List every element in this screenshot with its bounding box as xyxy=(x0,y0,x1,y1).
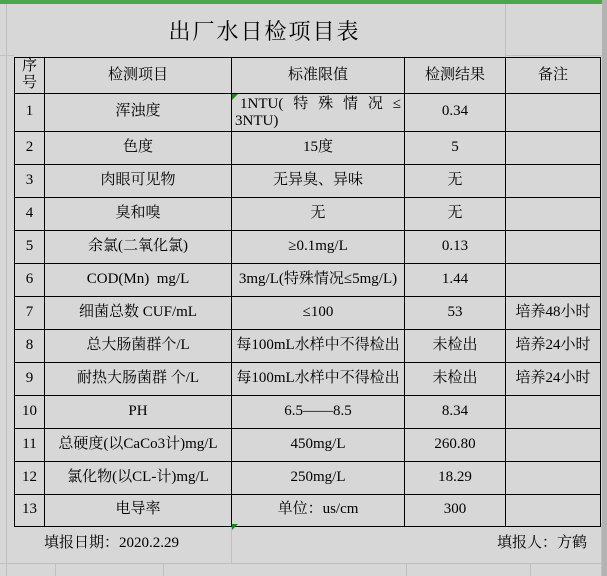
cell-limit[interactable]: 3mg/L(特殊情况≤5mg/L) xyxy=(232,263,405,296)
cell-limit[interactable]: ≤100 xyxy=(232,296,405,329)
table-row xyxy=(15,131,601,164)
table-row xyxy=(15,428,601,461)
gridline xyxy=(55,563,56,576)
cell-no[interactable]: 3 xyxy=(15,164,45,197)
cell-note[interactable] xyxy=(506,263,601,296)
table-row xyxy=(15,494,601,526)
cell-result[interactable]: 300 xyxy=(405,494,506,526)
cell-item[interactable]: 耐热大肠菌群 个/L xyxy=(45,362,232,395)
cell-result[interactable]: 未检出 xyxy=(405,329,506,362)
cell-note[interactable] xyxy=(506,395,601,428)
cell-no[interactable]: 9 xyxy=(15,362,45,395)
gridline xyxy=(530,563,531,576)
gridline xyxy=(406,563,407,576)
cell-no[interactable]: 5 xyxy=(15,230,45,263)
cell-no[interactable]: 11 xyxy=(15,428,45,461)
table-row xyxy=(15,329,601,362)
cell-item[interactable]: 电导率 xyxy=(45,494,232,526)
gridline xyxy=(6,4,7,576)
cell-result[interactable]: 18.29 xyxy=(405,461,506,494)
column-header[interactable]: 序号 xyxy=(15,58,45,94)
cell-limit[interactable]: ≥0.1mg/L xyxy=(232,230,405,263)
table-header-row xyxy=(15,58,601,94)
cell-note[interactable] xyxy=(506,93,601,131)
table-row xyxy=(15,362,601,395)
cell-note[interactable]: 培养48小时 xyxy=(506,296,601,329)
page-title: 出厂水日检项目表 xyxy=(168,19,361,44)
cell-item[interactable]: PH xyxy=(45,395,232,428)
cell-result[interactable]: 无 xyxy=(405,164,506,197)
table-row xyxy=(15,263,601,296)
table-row xyxy=(15,296,601,329)
comment-flag-icon xyxy=(232,94,238,100)
cell-no[interactable]: 10 xyxy=(15,395,45,428)
cell-item[interactable]: 氯化物(以CL-计)mg/L xyxy=(45,461,232,494)
table-row xyxy=(15,93,601,131)
cell-item[interactable]: 臭和嗅 xyxy=(45,197,232,230)
cell-note[interactable]: 培养24小时 xyxy=(506,362,601,395)
report-date[interactable]: 填报日期：2020.2.29 xyxy=(44,535,180,551)
cell-limit[interactable]: 每100mL水样中不得检出 xyxy=(232,329,405,362)
cell-no[interactable]: 7 xyxy=(15,296,45,329)
cell-result[interactable]: 0.13 xyxy=(405,230,506,263)
report-person[interactable]: 填报人：方鹤 xyxy=(496,535,587,551)
column-header[interactable]: 检测项目 xyxy=(45,58,232,94)
table-row xyxy=(15,461,601,494)
cell-item[interactable]: 色度 xyxy=(45,131,232,164)
cell-item[interactable]: 总硬度(以CaCo3计)mg/L xyxy=(45,428,232,461)
cell-result[interactable]: 无 xyxy=(405,197,506,230)
cell-item[interactable]: 肉眼可见物 xyxy=(45,164,232,197)
cell-item[interactable]: 总大肠菌群个/L xyxy=(45,329,232,362)
cell-no[interactable]: 6 xyxy=(15,263,45,296)
cell-limit[interactable]: 无 xyxy=(232,197,405,230)
table-row xyxy=(15,197,601,230)
cell-note[interactable]: 培养24小时 xyxy=(506,329,601,362)
cell-note[interactable] xyxy=(506,494,601,526)
table-row xyxy=(15,164,601,197)
cell-no[interactable]: 4 xyxy=(15,197,45,230)
cell-limit[interactable]: 15度 xyxy=(232,131,405,164)
cell-limit[interactable]: 250mg/L xyxy=(232,461,405,494)
cell-result[interactable]: 5 xyxy=(405,131,506,164)
cell-no[interactable]: 1 xyxy=(15,93,45,131)
title-cell[interactable] xyxy=(14,4,505,57)
cell-result[interactable]: 260.80 xyxy=(405,428,506,461)
table-row xyxy=(15,395,601,428)
column-header[interactable]: 备注 xyxy=(506,58,601,94)
cell-item[interactable]: 浑浊度 xyxy=(45,93,232,131)
cell-no[interactable]: 12 xyxy=(15,461,45,494)
inspection-table xyxy=(14,57,601,527)
gridline xyxy=(0,55,14,56)
cell-result[interactable]: 0.34 xyxy=(405,93,506,131)
gridline xyxy=(505,4,506,57)
cell-limit[interactable]: 无异臭、异味 xyxy=(232,164,405,197)
cell-note[interactable] xyxy=(506,131,601,164)
column-header[interactable]: 检测结果 xyxy=(405,58,506,94)
cell-note[interactable] xyxy=(506,164,601,197)
gridline xyxy=(163,563,164,576)
gridline xyxy=(601,523,602,576)
cell-limit[interactable]: 450mg/L xyxy=(232,428,405,461)
cell-result[interactable]: 未检出 xyxy=(405,362,506,395)
gridline xyxy=(0,563,602,564)
window-edge xyxy=(602,0,607,576)
cell-limit[interactable]: 单位：us/cm xyxy=(232,494,405,526)
cell-limit[interactable]: 1NTU(特殊情况≤ 3NTU) xyxy=(232,93,405,131)
cell-result[interactable]: 53 xyxy=(405,296,506,329)
cell-result[interactable]: 8.34 xyxy=(405,395,506,428)
table-row xyxy=(15,230,601,263)
cell-note[interactable] xyxy=(506,197,601,230)
comment-flag-icon xyxy=(232,524,238,530)
gridline xyxy=(505,55,602,56)
cell-item[interactable]: 余氯(二氧化氯) xyxy=(45,230,232,263)
cell-result[interactable]: 1.44 xyxy=(405,263,506,296)
cell-note[interactable] xyxy=(506,461,601,494)
table-body xyxy=(15,93,601,526)
cell-no[interactable]: 8 xyxy=(15,329,45,362)
column-header[interactable]: 标准限值 xyxy=(232,58,405,94)
cell-note[interactable] xyxy=(506,428,601,461)
cell-no[interactable]: 2 xyxy=(15,131,45,164)
cell-no[interactable]: 13 xyxy=(15,494,45,526)
cell-item[interactable]: COD(Mn) mg/L xyxy=(45,263,232,296)
cell-limit[interactable]: 每100mL水样中不得检出 xyxy=(232,362,405,395)
cell-note[interactable] xyxy=(506,230,601,263)
cell-item[interactable]: 细菌总数 CUF/mL xyxy=(45,296,232,329)
cell-limit[interactable]: 6.5——8.5 xyxy=(232,395,405,428)
